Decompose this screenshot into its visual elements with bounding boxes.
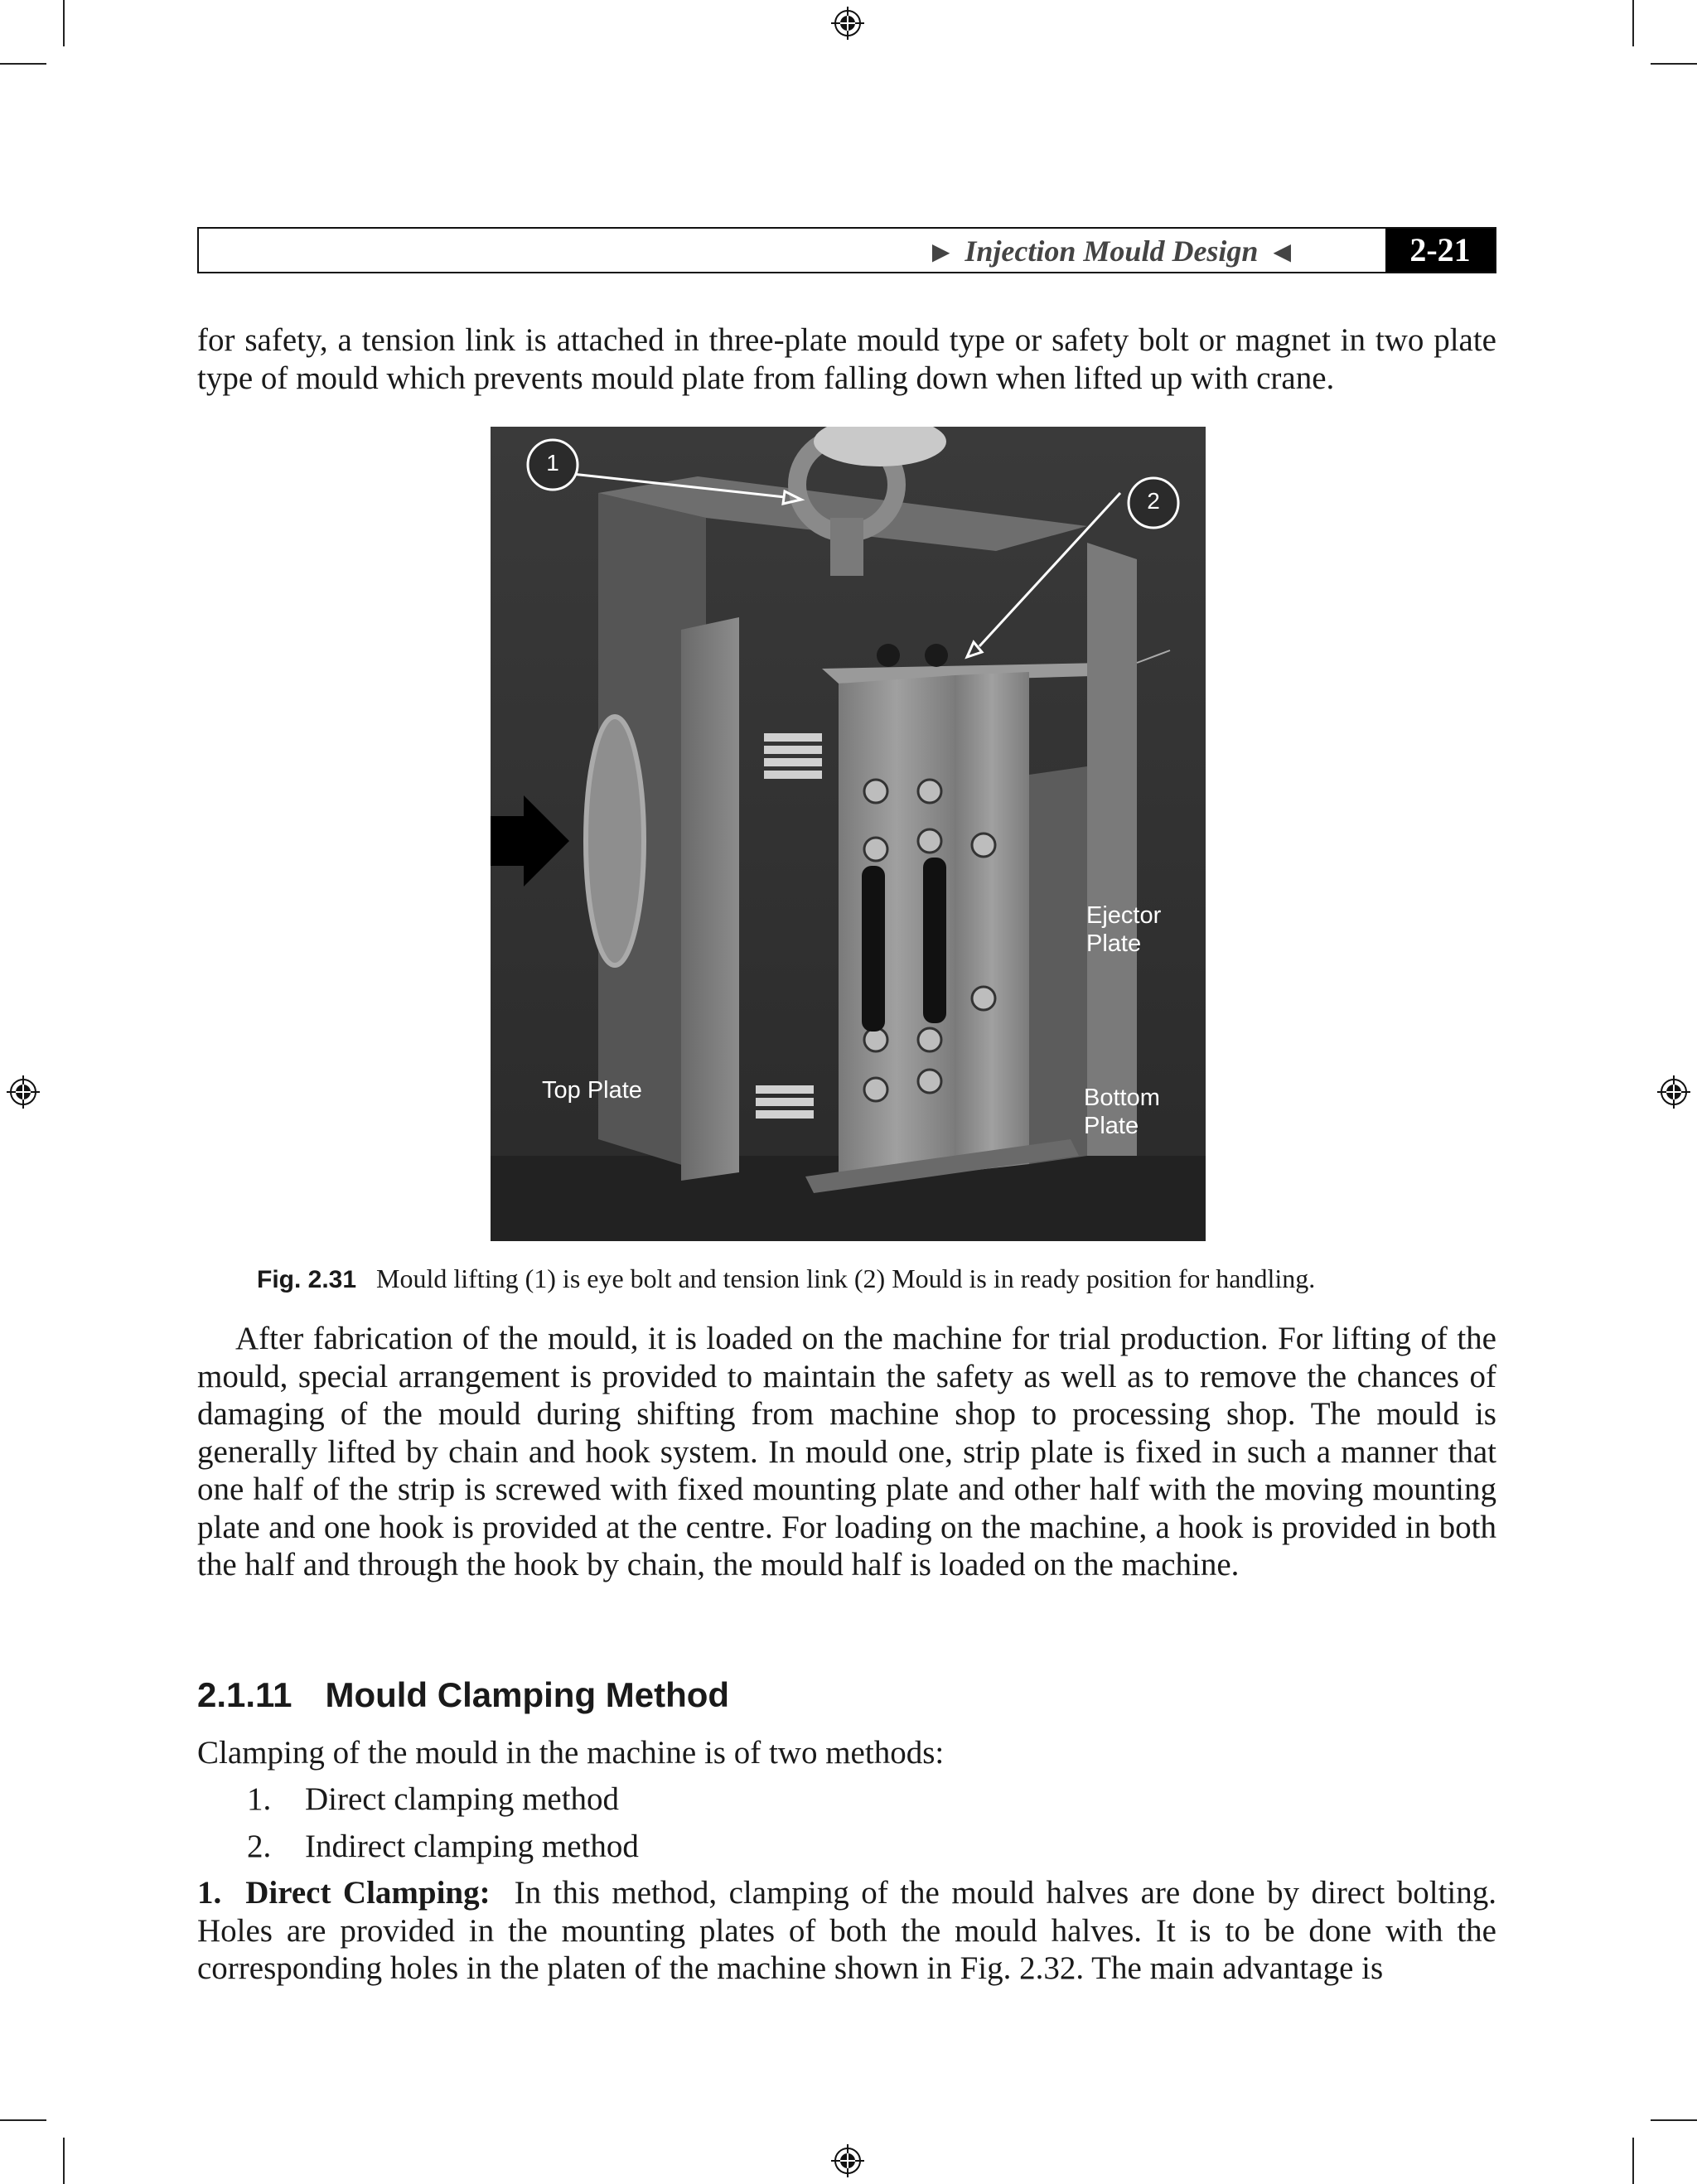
list-item: 1. Direct clamping method: [247, 1781, 620, 1817]
method-list: [247, 1781, 639, 1865]
intro-paragraph: for safety, a tension link is attached in three-plate mould type or safety bolt or magnet in two plate type of mould which prevents mould plate from falling down when lifted up with crane.: [197, 322, 1496, 396]
running-header: [197, 227, 1496, 273]
crop-mark: [1651, 63, 1697, 65]
triangle-right-icon: ▶: [931, 239, 950, 265]
section-lead: Clamping of the mould in the machine is of two methods:: [197, 1735, 945, 1771]
body-paragraph: After fabrication of the mould, it is loaded on the machine for trial production. For lifting of the mould, special arrangement is provided to maintain the safety as well as to remove the chances of damaging of the mould during shifting from machine shop to processing shop. The mould is generally lifted by chain and hook system. In mould one, strip plate is fixed in such a manner that one half of the strip is screwed with fixed mounting plate and other half with the moving mounting plate and one hook is provided at the centre. For loading on the machine, a hook is provided in both the half and through the hook by chain, the mould half is loaded on the machine.: [197, 1321, 1496, 1582]
label-ejector-plate: Ejector Plate: [1086, 902, 1162, 957]
crop-mark: [1632, 0, 1634, 46]
page-number: 2-21: [1385, 229, 1495, 272]
callout-1-label: 1: [546, 450, 559, 476]
crop-mark: [0, 63, 46, 65]
section-title: Mould Clamping Method: [325, 1675, 730, 1714]
crop-mark: [1632, 2138, 1634, 2184]
figure-label: Fig. 2.31: [257, 1266, 357, 1293]
registration-mark-icon: [829, 5, 866, 41]
direct-clamping-paragraph: 1. Direct Clamping: In this method, clamping of the mould halves are done by direct bolting. Holes are provided in the mounting plates of both the mould halves. It is to be done with the corresponding holes in the platen of the machine shown in Fig. 2.32. The main advantage is: [197, 1875, 1496, 1986]
label-bottom-plate: Bottom Plate: [1084, 1085, 1160, 1139]
label-top-plate: Top Plate: [542, 1077, 642, 1104]
running-title: ▶ Injection Mould Design ◀: [931, 234, 1291, 268]
crop-mark: [63, 2138, 65, 2184]
crop-mark: [0, 2119, 46, 2121]
section-heading: [197, 1675, 729, 1715]
callout-2-label: 2: [1147, 488, 1160, 514]
figure-caption: [257, 1264, 1315, 1294]
crop-mark: [1651, 2119, 1697, 2121]
section-number: 2.1.11: [197, 1675, 293, 1714]
list-item: 2. Indirect clamping method: [247, 1829, 639, 1864]
registration-mark-icon: [1656, 1074, 1692, 1110]
crop-mark: [63, 0, 65, 46]
registration-mark-icon: [5, 1074, 41, 1110]
registration-mark-icon: [829, 2143, 866, 2179]
triangle-left-icon: ◀: [1273, 239, 1291, 265]
direct-clamping-label: 1. Direct Clamping:: [197, 1875, 491, 1911]
figure-caption-text: Mould lifting (1) is eye bolt and tension link (2) Mould is in ready position for handling.: [376, 1264, 1316, 1293]
